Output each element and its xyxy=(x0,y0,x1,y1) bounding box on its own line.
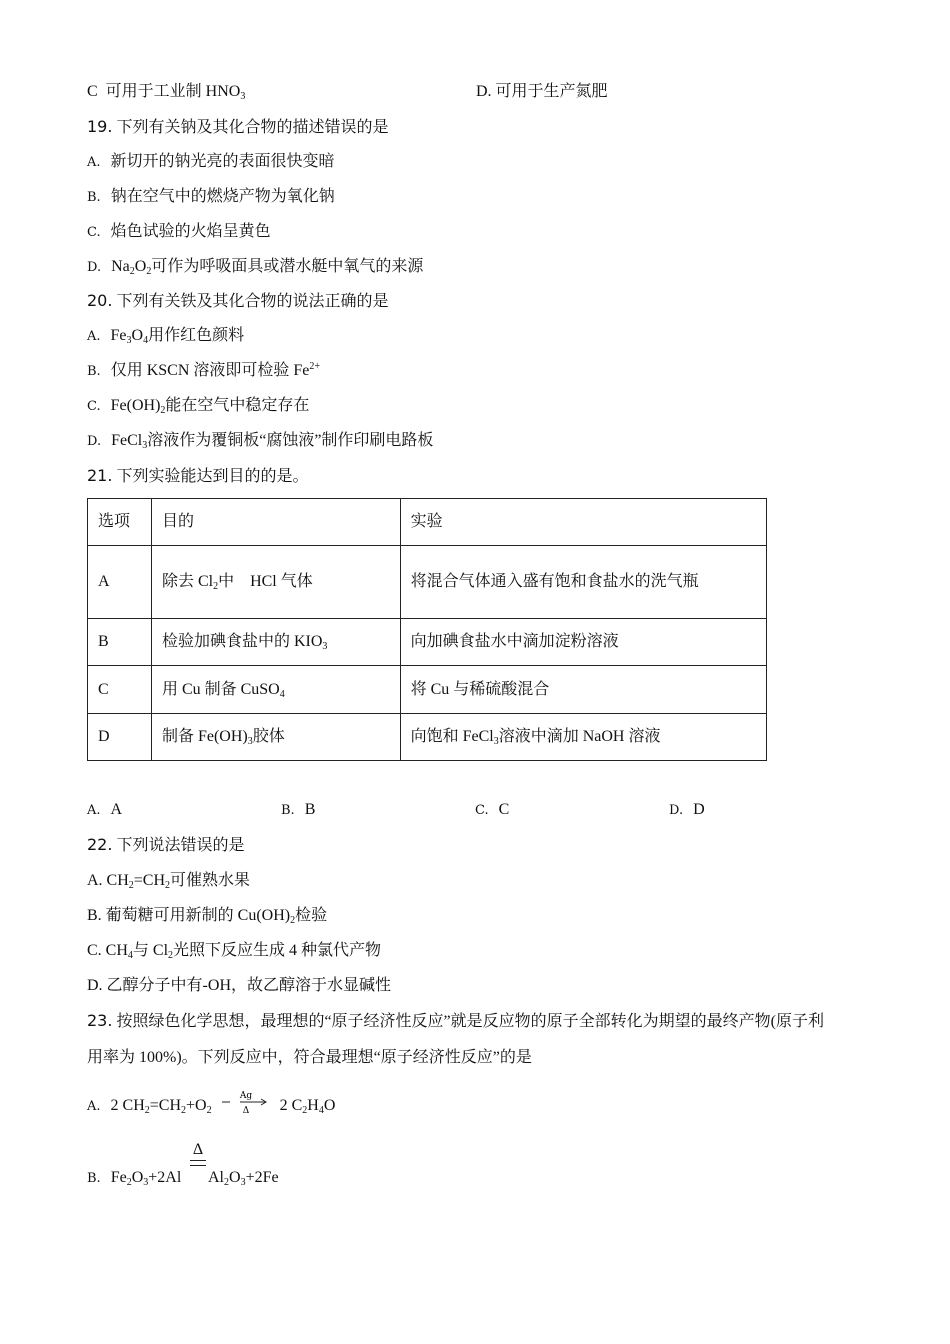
row-experiment: 将混合气体通入盛有饱和食盐水的洗气瓶 xyxy=(400,546,766,619)
q21-choice-b: B. B xyxy=(281,801,316,818)
row-goal: 除去 $Cl_2$中 HCl 气体 xyxy=(151,546,400,619)
q23-stem-line2: 用率为 100%)。下列反应中，符合最理想“原子经济性反应”的是 xyxy=(87,1049,532,1066)
q21-choice-a: A. A xyxy=(87,801,123,818)
q20-stem: 20. 下列有关铁及其化合物的说法正确的是 xyxy=(87,291,389,310)
q20-option-a: A. $Fe_3O_4$用作红色颜料 xyxy=(87,327,245,346)
table-row xyxy=(88,546,767,619)
row-goal: 检验加碘食盐中的 $KIO_3$ xyxy=(151,619,400,666)
table-row xyxy=(88,714,767,761)
row-experiment: 向饱和 FeCl$_3$溶液中滴加 NaOH 溶液 xyxy=(400,714,766,761)
table-header-row xyxy=(88,499,767,546)
heat-condition-label: Δ xyxy=(192,1141,204,1158)
q23-option-b-rhs: $Al_2O_3+2Fe$ xyxy=(208,1169,279,1188)
q19-option-d: D. $Na_2O_2$可作为呼吸面具或潜水艇中氧气的来源 xyxy=(87,258,424,277)
q22-option-b: B. 葡萄糖可用新制的 $Cu(OH)_2$检验 xyxy=(87,907,328,926)
row-option: A xyxy=(88,546,152,619)
reaction-arrow-icon xyxy=(220,1091,272,1117)
q23-option-b-lhs: B. $Fe_2O_3+2Al$ xyxy=(87,1169,182,1188)
q19-stem: 19. 下列有关钠及其化合物的描述错误的是 xyxy=(87,117,389,136)
q23-stem-line1: 23. 按照绿色化学思想，最理想的“原子经济性反应”就是反应物的原子全部转化为期望的最终产物(原子利 xyxy=(87,1011,824,1030)
q22-stem: 22. 下列说法错误的是 xyxy=(87,835,245,854)
q21-stem: 21. 下列实验能达到目的的是。 xyxy=(87,466,309,485)
q21-choice-c: C. C xyxy=(475,801,510,818)
table-row xyxy=(88,666,767,714)
q20-option-b: B. 仅用 KSCN 溶液即可检验 $Fe^{2+}$ xyxy=(87,361,321,379)
row-goal: 用 Cu 制备 CuSO$_4$ xyxy=(151,666,400,714)
q20-option-c: C. $Fe(OH)_2$能在空气中稳定存在 xyxy=(87,397,310,416)
q19-option-b: B. 钠在空气中的燃烧产物为氧化钠 xyxy=(87,188,335,205)
header-experiment: 实验 xyxy=(400,499,766,546)
header-goal: 目的 xyxy=(151,499,400,546)
reaction-equals-icon xyxy=(190,1160,206,1166)
row-option: B xyxy=(88,619,152,666)
heat-label: Δ xyxy=(242,1106,249,1117)
header-option: 选项 xyxy=(88,499,152,546)
row-experiment: 将 Cu 与稀硫酸混合 xyxy=(400,666,766,714)
q18-option-d: D. 可用于生产氮肥 xyxy=(476,83,608,100)
q19-option-c: C. 焰色试验的火焰呈黄色 xyxy=(87,223,271,240)
row-experiment: 向加碘食盐水中滴加淀粉溶液 xyxy=(400,619,766,666)
q19-option-a: A. 新切开的钠光亮的表面很快变暗 xyxy=(87,153,335,170)
row-goal: 制备 $Fe(OH)_3$胶体 xyxy=(151,714,400,761)
q23-option-a: A. 2 $CH_2=CH_2+O_2$ Ag Δ 2 $C_2H_4O$ xyxy=(87,1091,336,1117)
table-row xyxy=(88,619,767,666)
row-option: D xyxy=(88,714,152,761)
q20-option-d: D. FeCl$_3$溶液作为覆铜板“腐蚀液”制作印刷电路板 xyxy=(87,432,434,451)
q21-table xyxy=(87,498,767,761)
catalyst-label: Ag xyxy=(239,1091,252,1102)
q18-option-c: C 可用于工业制 $HNO_3$ xyxy=(87,83,246,102)
q22-option-d: D. 乙醇分子中有-OH，故乙醇溶于水显碱性 xyxy=(87,977,391,994)
q21-choice-d: D. D xyxy=(669,801,705,818)
q22-option-a: A. $CH_2=CH_2$可催熟水果 xyxy=(87,872,251,891)
q22-option-c: C. $CH_4$与 $Cl_2$光照下反应生成 4 种氯代产物 xyxy=(87,942,382,961)
row-option: C xyxy=(88,666,152,714)
